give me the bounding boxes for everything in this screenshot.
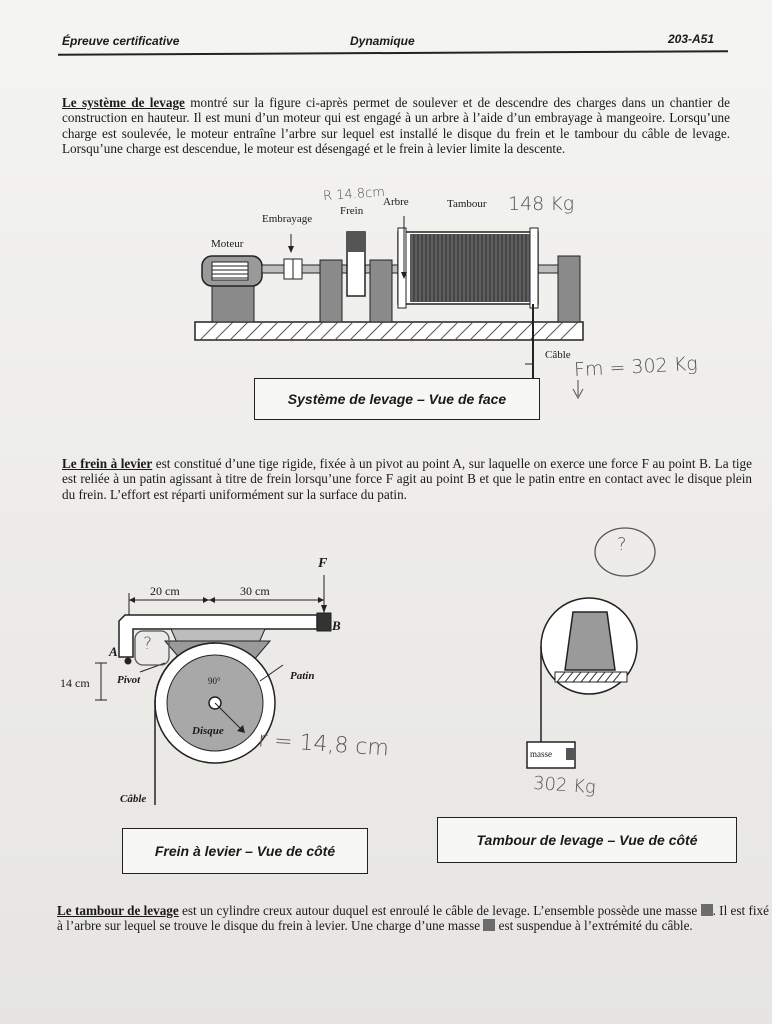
fig1-caption: Système de levage – Vue de face (254, 378, 540, 420)
motor-vents (212, 262, 248, 280)
drum-text-3: est suspendue à l’extrémité du câble. (495, 918, 693, 934)
header-right: 203-A51 (668, 32, 715, 46)
header-left: Épreuve certificative (62, 34, 180, 48)
point-b-block (317, 613, 331, 631)
pivot-label: Pivot (117, 674, 141, 686)
drum-question-handwriting: ? (617, 534, 627, 555)
motor-support (212, 282, 254, 322)
drum-label: Tambour (447, 198, 487, 210)
force-label: F (318, 556, 328, 571)
disc-radius-handwriting: r = 14,8 cm (257, 727, 390, 762)
intro-text: montré sur la figure ci-après permet de soulever et de descendre des charges dans un chantier de construction en hauteur. Il est muni d’un moteur qui est engagé à un arbre à l’aide d’un embrayage à mangeoire. Lorsqu’une charge est soulevée, le moteur entraîne l’arbre sur lequel est installé le disque du frein et le tambour du câble de levage. Lorsqu’une charge est descendue, le moteur est désengagé et le frein à levier limite la descente. (62, 95, 730, 157)
brake-title: Le frein à levier (62, 456, 153, 471)
brake-label: Frein (340, 205, 364, 217)
bearing-right (558, 256, 580, 322)
pivot-point (125, 658, 132, 665)
hanging-mass-handwriting: 302 Kg (532, 772, 597, 799)
clutch-arrow (288, 246, 294, 253)
point-a-label: A (109, 644, 118, 659)
pad-label: Patin (290, 670, 315, 682)
point-b-label: B (332, 618, 341, 633)
motor-label: Moteur (211, 238, 244, 250)
intro-paragraph (62, 95, 730, 157)
disc-label: Disque (192, 725, 224, 737)
radius-handwriting: R 14.8cm (322, 184, 386, 205)
brake-shoe (347, 232, 365, 252)
dim-30cm: 30 cm (240, 584, 270, 598)
fig3-caption: Tambour de levage – Vue de côté (437, 817, 737, 863)
shaft-label: Arbre (383, 196, 409, 208)
drum-mass-handwriting: 148 Kg (508, 193, 575, 215)
drum-paragraph (57, 903, 769, 934)
brake-paragraph (62, 456, 752, 502)
pivot-question-handwriting: ? (143, 634, 153, 654)
bearing-mid (370, 260, 392, 322)
force-arrow (321, 605, 327, 613)
drum-support (565, 612, 615, 670)
drum-text-1: est un cylindre creux autour duquel est enroulé le câble de levage. L’ensemble possède une masse (178, 903, 701, 918)
lever-brake-figure (55, 555, 400, 815)
bearing-left (320, 260, 342, 322)
dim-20cm: 20 cm (150, 584, 180, 598)
drum-mass-symbol (701, 904, 713, 916)
force-handwriting: Fm = 302 Kg (573, 352, 699, 382)
load-mass-symbol (483, 919, 495, 931)
mass-label: masse (530, 749, 552, 759)
drum-text-2: . Il est fixé à l’arbre sur lequel se trouve le disque du frein à levier. Une charge d’une masse (57, 903, 769, 934)
mass-marker (566, 748, 574, 760)
drum-title: Le tambour de levage (57, 903, 179, 918)
intro-title: Le système de levage (62, 95, 185, 110)
fig2-caption: Frein à levier – Vue de côté (122, 828, 368, 874)
angle-label: 90° (208, 676, 221, 686)
dim-14cm: 14 cm (60, 676, 90, 690)
cable-label: Câble (545, 349, 571, 361)
header-center: Dynamique (350, 34, 415, 48)
clutch-label: Embrayage (262, 213, 313, 225)
brake-text: est constitué d’une tige rigide, fixée à un pivot au point A, sur laquelle on exerce une force F au point B. La tige est reliée à un patin agissant à titre de frein lorsqu’une force F agit au point B et que le patin entre en contact avec le disque plein du frein. L’effort est réparti uniformément sur la surface du patin. (62, 456, 752, 502)
brake-cable-label: Câble (120, 793, 147, 805)
header-rule (58, 50, 728, 56)
